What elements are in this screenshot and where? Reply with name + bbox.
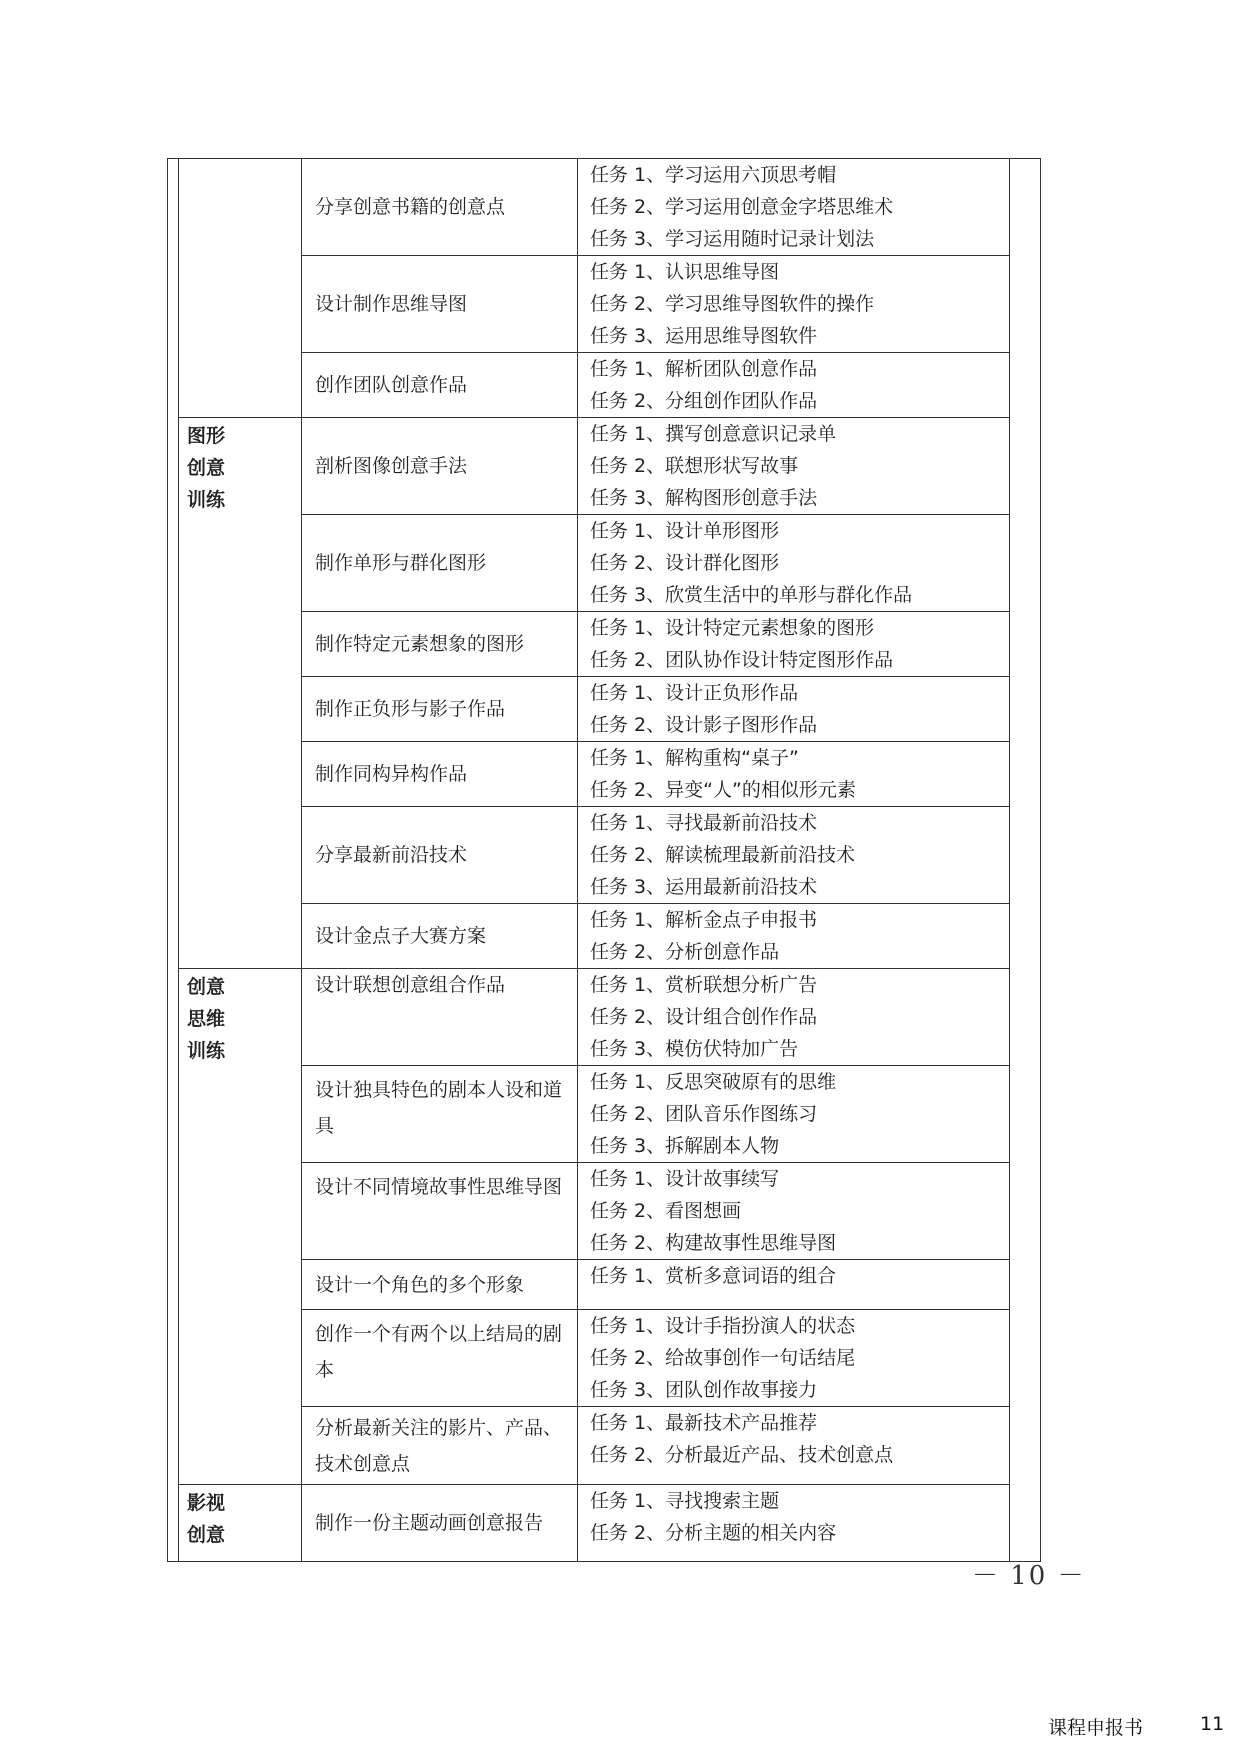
task-item: 任务 1、设计单形图形	[590, 520, 780, 542]
task-item: 任务 1、寻找搜索主题	[590, 1490, 780, 1512]
task-item: 任务 2、构建故事性思维导图	[590, 1232, 837, 1254]
tasks-cell	[578, 742, 1010, 807]
category-label: 图形	[187, 425, 226, 447]
content-cell: 分享创意书籍的创意点	[302, 159, 578, 256]
task-item: 任务 1、设计正负形作品	[590, 682, 799, 704]
category-label: 训练	[187, 1040, 226, 1062]
content-cell: 制作正负形与影子作品	[302, 677, 578, 742]
content-cell: 设计不同情境故事性思维导图	[302, 1163, 578, 1260]
tasks-cell	[578, 969, 1010, 1066]
task-item: 任务 3、拆解剧本人物	[590, 1135, 780, 1157]
category-label: 影视	[187, 1492, 226, 1514]
content-cell: 设计联想创意组合作品	[302, 969, 578, 1066]
task-item: 任务 3、运用最新前沿技术	[590, 876, 818, 898]
task-item: 任务 1、寻找最新前沿技术	[590, 812, 818, 834]
tasks-cell	[578, 418, 1010, 515]
task-item: 任务 2、给故事创作一句话结尾	[590, 1347, 856, 1369]
content-cell: 剖析图像创意手法	[302, 418, 578, 515]
task-item: 任务 2、分析创意作品	[590, 941, 780, 963]
task-item: 任务 2、联想形状写故事	[590, 455, 799, 477]
tasks-cell	[578, 159, 1010, 256]
footer-page-number: 11	[1200, 1713, 1225, 1735]
tasks-cell	[578, 904, 1010, 969]
course-table	[167, 158, 1041, 1562]
content-cell: 制作特定元素想象的图形	[302, 612, 578, 677]
right-margin-column	[1010, 159, 1041, 1562]
task-item: 任务 1、解析团队创意作品	[590, 358, 818, 380]
task-item: 任务 2、设计群化图形	[590, 552, 780, 574]
category-cell	[179, 418, 302, 969]
tasks-cell	[578, 1310, 1010, 1407]
tasks-cell	[578, 1407, 1010, 1485]
left-margin-column	[168, 159, 179, 1562]
task-item: 任务 2、团队音乐作图练习	[590, 1103, 818, 1125]
task-item: 任务 3、运用思维导图软件	[590, 325, 818, 347]
task-item: 任务 2、看图想画	[590, 1200, 742, 1222]
task-item: 任务 1、设计故事续写	[590, 1168, 780, 1190]
tasks-cell	[578, 1066, 1010, 1163]
table-row	[168, 159, 1041, 256]
task-item: 任务 1、解析金点子申报书	[590, 909, 818, 931]
task-item: 任务 1、撰写创意意识记录单	[590, 423, 837, 445]
task-item: 任务 3、学习运用随时记录计划法	[590, 228, 875, 250]
category-label: 创意	[187, 1524, 226, 1546]
content-cell: 分析最新关注的影片、产品、技术创意点	[302, 1407, 578, 1485]
tasks-cell	[578, 807, 1010, 904]
content-cell: 分享最新前沿技术	[302, 807, 578, 904]
tasks-cell	[578, 677, 1010, 742]
content-cell: 设计独具特色的剧本人设和道具	[302, 1066, 578, 1163]
task-item: 任务 1、认识思维导图	[590, 261, 780, 283]
footer-title: 课程申报书	[1048, 1717, 1144, 1739]
task-item: 任务 2、异变“人”的相似形元素	[590, 779, 856, 801]
tasks-cell	[578, 1163, 1010, 1260]
tasks-cell	[578, 256, 1010, 353]
page-number: － 10 －	[972, 1561, 1086, 1591]
content-cell: 创作团队创意作品	[302, 353, 578, 418]
task-item: 任务 1、学习运用六顶思考帽	[590, 164, 837, 186]
task-item: 任务 3、团队创作故事接力	[590, 1379, 818, 1401]
task-item: 任务 1、最新技术产品推荐	[590, 1412, 818, 1434]
tasks-cell	[578, 1260, 1010, 1310]
content-cell: 制作同构异构作品	[302, 742, 578, 807]
task-item: 任务 2、设计组合创作作品	[590, 1006, 818, 1028]
category-cell	[179, 969, 302, 1485]
content-cell: 设计制作思维导图	[302, 256, 578, 353]
table-row	[168, 969, 1041, 1066]
task-item: 任务 2、团队协作设计特定图形作品	[590, 649, 894, 671]
task-item: 任务 2、分析最近产品、技术创意点	[590, 1444, 894, 1466]
content-cell: 制作单形与群化图形	[302, 515, 578, 612]
task-item: 任务 3、解构图形创意手法	[590, 487, 818, 509]
content-cell: 制作一份主题动画创意报告	[302, 1485, 578, 1562]
tasks-cell	[578, 1485, 1010, 1562]
task-item: 任务 1、赏析联想分析广告	[590, 974, 818, 996]
content-cell: 设计金点子大赛方案	[302, 904, 578, 969]
task-item: 任务 3、模仿伏特加广告	[590, 1038, 799, 1060]
content-cell: 创作一个有两个以上结局的剧本	[302, 1310, 578, 1407]
table-row	[168, 418, 1041, 515]
task-item: 任务 1、赏析多意词语的组合	[590, 1265, 837, 1287]
category-cell	[179, 1485, 302, 1562]
task-item: 任务 1、反思突破原有的思维	[590, 1071, 837, 1093]
task-item: 任务 3、欣赏生活中的单形与群化作品	[590, 584, 913, 606]
category-label: 创意	[187, 457, 226, 479]
category-cell-continued	[179, 159, 302, 418]
task-item: 任务 2、学习思维导图软件的操作	[590, 293, 875, 315]
task-item: 任务 1、设计手指扮演人的状态	[590, 1315, 856, 1337]
task-item: 任务 2、分析主题的相关内容	[590, 1522, 837, 1544]
table-row	[168, 1485, 1041, 1562]
task-item: 任务 2、设计影子图形作品	[590, 714, 818, 736]
tasks-cell	[578, 612, 1010, 677]
task-item: 任务 2、学习运用创意金字塔思维术	[590, 196, 894, 218]
task-item: 任务 2、分组创作团队作品	[590, 390, 818, 412]
task-item: 任务 1、设计特定元素想象的图形	[590, 617, 875, 639]
category-label: 创意	[187, 976, 226, 998]
task-item: 任务 2、解读梳理最新前沿技术	[590, 844, 856, 866]
task-item: 任务 1、解构重构“桌子”	[590, 747, 799, 769]
category-label: 训练	[187, 489, 226, 511]
tasks-cell	[578, 353, 1010, 418]
tasks-cell	[578, 515, 1010, 612]
content-cell: 设计一个角色的多个形象	[302, 1260, 578, 1310]
category-label: 思维	[187, 1008, 226, 1030]
